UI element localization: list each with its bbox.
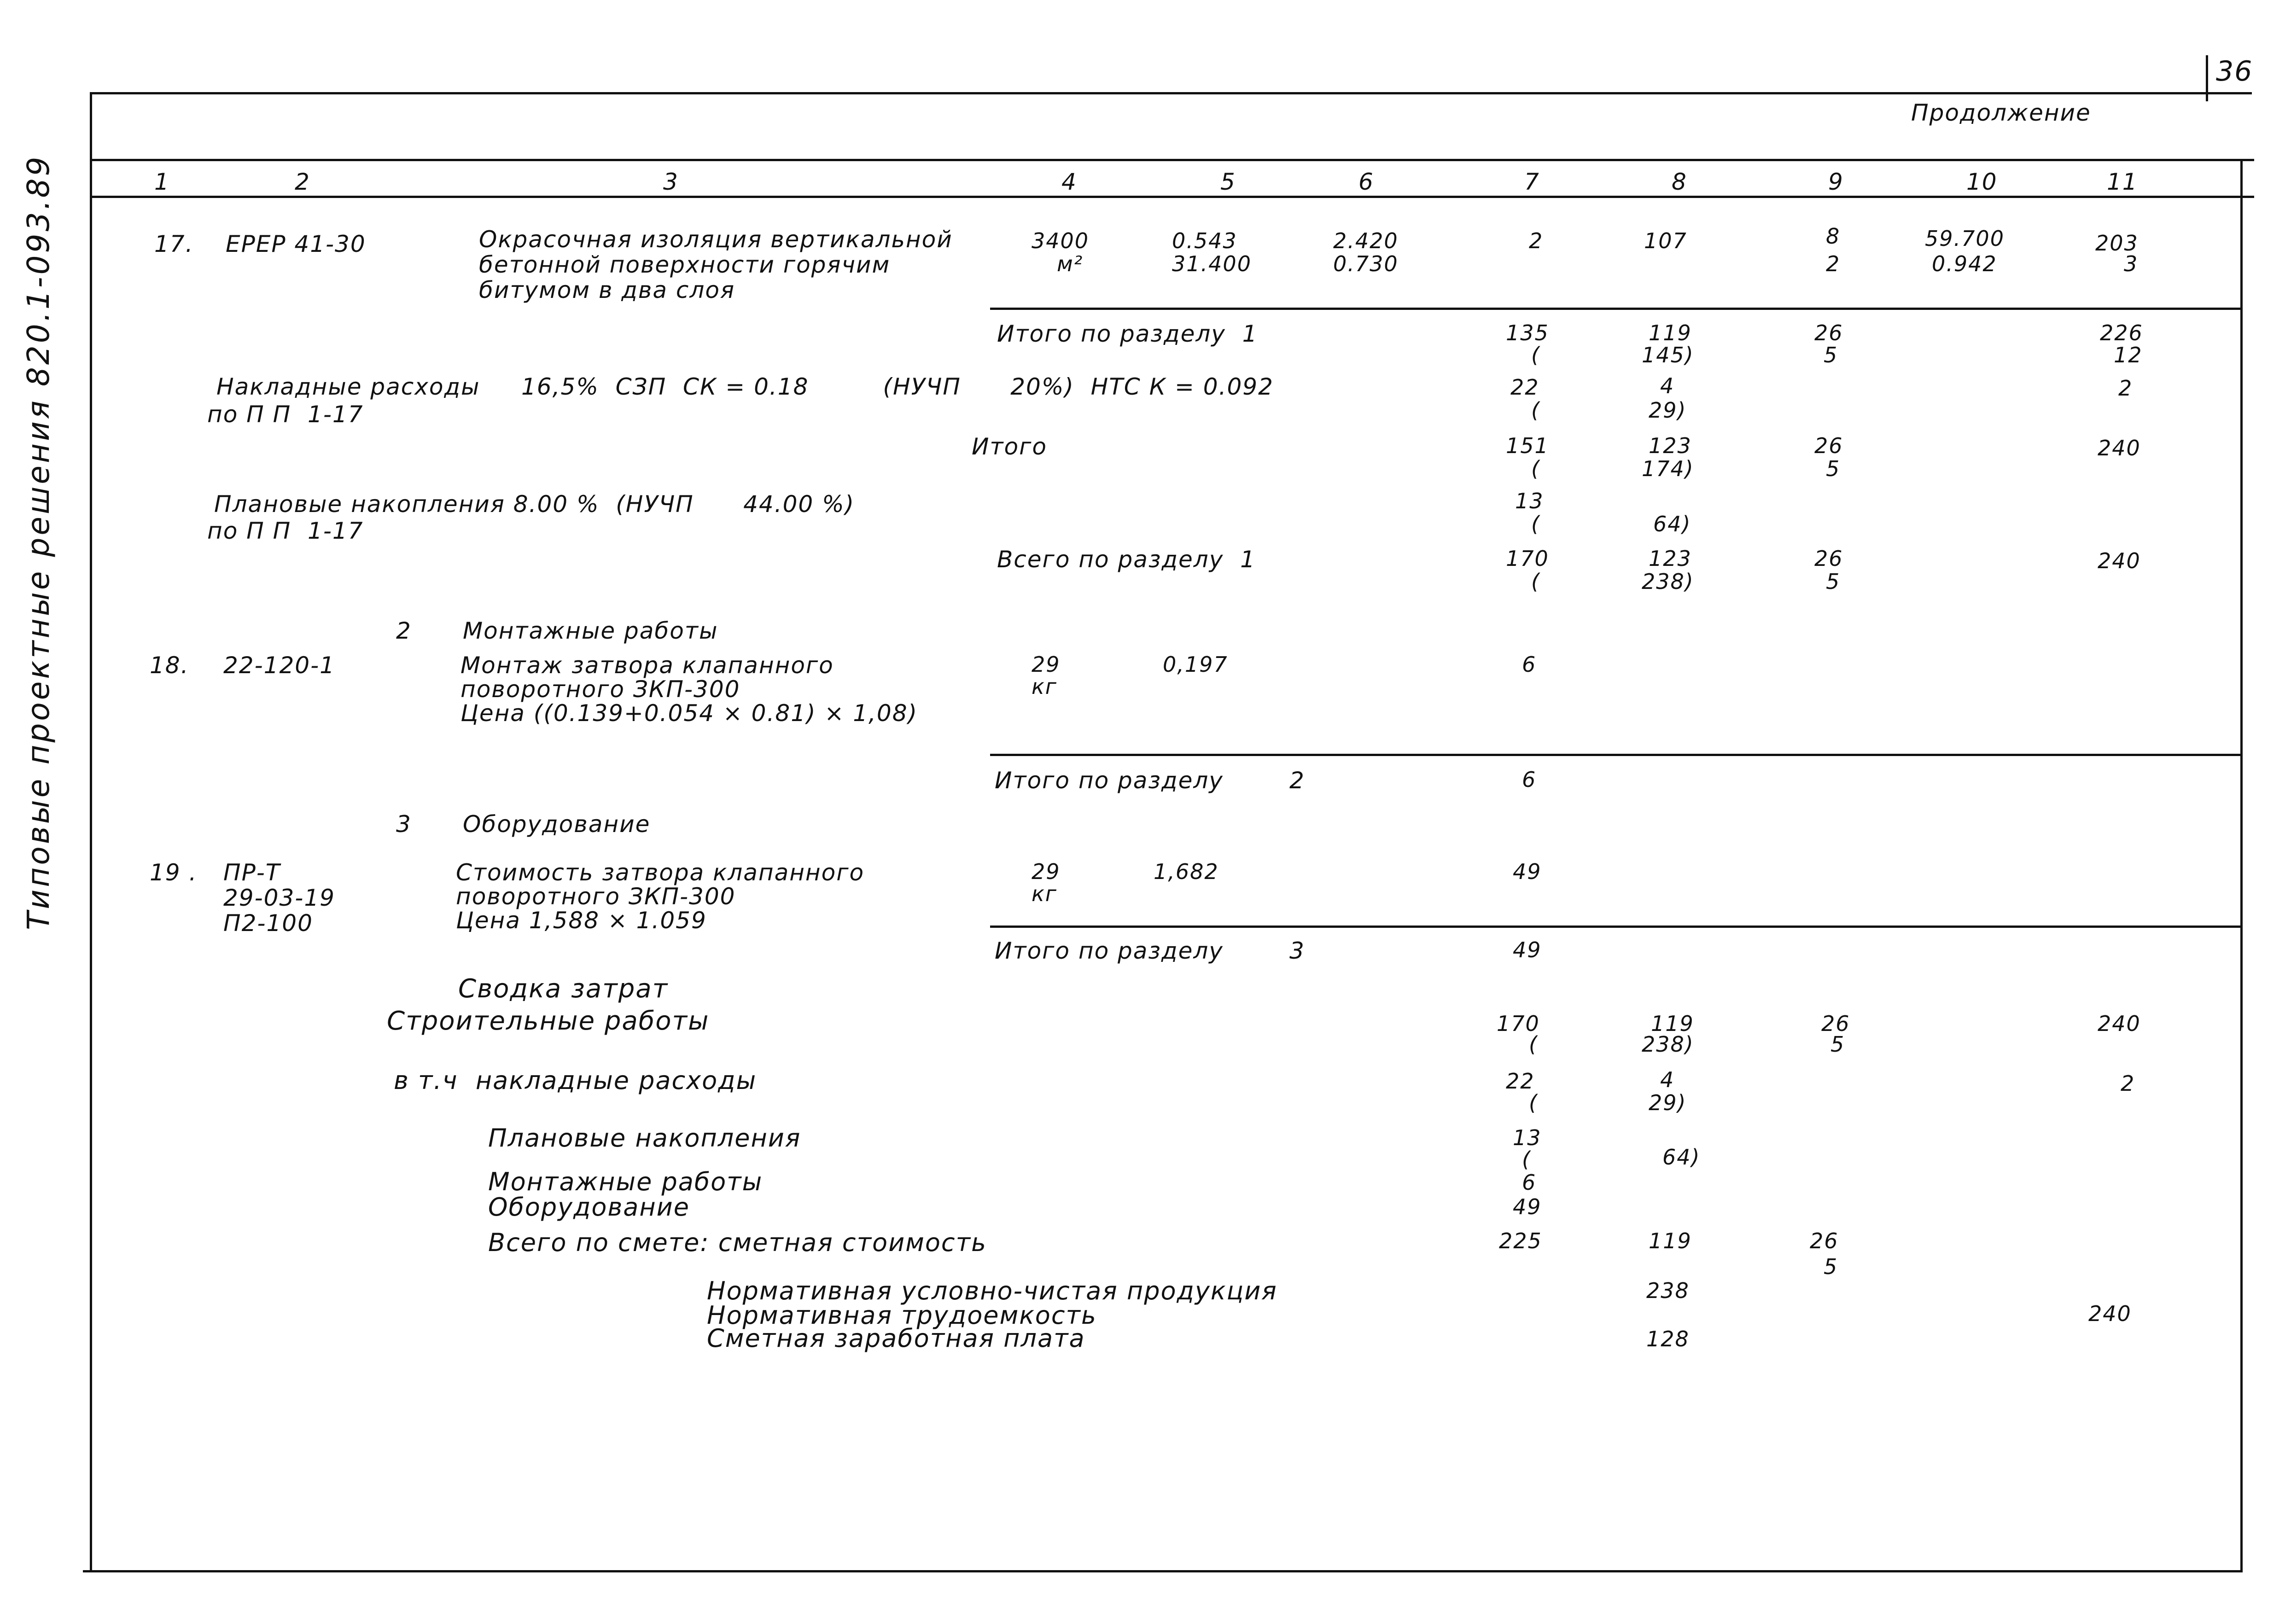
rate-code: П2-100	[223, 910, 313, 937]
col-num-4: 4	[1061, 169, 1077, 195]
unit: м²	[1057, 251, 1084, 276]
summary-label: Строительные работы	[387, 1006, 710, 1036]
summary-label: Монтажные работы	[488, 1167, 763, 1196]
col7-paren: (	[1531, 569, 1540, 594]
col8-value: 128	[1646, 1327, 1690, 1351]
section-number: 3	[396, 811, 412, 838]
col8-value-b: 64)	[1662, 1145, 1701, 1170]
col9-value-b: 5	[1824, 1254, 1838, 1279]
rate-code: ПР-Т	[223, 859, 281, 886]
col7-value: 6	[1522, 652, 1537, 677]
col8-value-b: 64)	[1653, 512, 1691, 536]
col7-value: 13	[1513, 1125, 1542, 1150]
col7-value: 49	[1513, 1194, 1542, 1219]
col9-value: 26	[1814, 320, 1843, 345]
col10-value: 59.700	[1925, 226, 2005, 251]
col7-value: 151	[1506, 433, 1549, 458]
work-description: бетонной поверхности горячим	[479, 251, 891, 278]
col8-value: 123	[1649, 433, 1692, 458]
col7-value: 2	[1529, 228, 1544, 253]
work-description: битумом в два слоя	[479, 277, 735, 303]
col8-value: 4	[1660, 1067, 1675, 1092]
planned-savings-basis: по П П 1-17	[207, 518, 364, 544]
col7-value: 49	[1513, 937, 1542, 962]
col9-value-b: 5	[1830, 1032, 1845, 1057]
col9-value: 26	[1814, 546, 1843, 571]
col6-value: 2.420	[1333, 228, 1399, 253]
col9-value: 26	[1814, 433, 1843, 458]
col9-value: 8	[1826, 224, 1841, 249]
col7-value: 135	[1506, 320, 1549, 345]
price-formula: Цена ((0.139+0.054 × 0.81) × 1,08)	[461, 700, 918, 727]
col5-value: 0.543	[1172, 228, 1237, 253]
col7-paren: (	[1531, 512, 1540, 536]
col11-value: 203	[2095, 231, 2139, 256]
col7-value: 170	[1506, 546, 1549, 571]
col9-value: 26	[1810, 1228, 1839, 1253]
col-num-1: 1	[154, 169, 170, 195]
frame-top	[90, 92, 2252, 94]
col6-value-b: 0.730	[1333, 251, 1399, 276]
summary-label: Всего по смете: сметная стоимость	[488, 1228, 987, 1257]
col11-value: 240	[2098, 436, 2141, 460]
section-title: Монтажные работы	[463, 617, 718, 644]
col8-value: 119	[1649, 1228, 1692, 1253]
col8-value: 238	[1646, 1278, 1690, 1303]
col7-value: 225	[1499, 1228, 1542, 1253]
rate-code: ЕРЕР 41-30	[226, 231, 366, 257]
col7-value: 22	[1510, 375, 1539, 400]
col9-value-b: 5	[1826, 569, 1841, 594]
summary-label: в т.ч накладные расходы	[394, 1066, 757, 1095]
summary-title: Сводка затрат	[458, 974, 669, 1004]
col7-paren: (	[1531, 398, 1540, 423]
col-num-7: 7	[1524, 169, 1540, 195]
col-num-3: 3	[663, 169, 679, 195]
work-description: поворотного ЗКП-300	[461, 676, 740, 703]
col11-value: 240	[2098, 1011, 2141, 1036]
col7-value: 6	[1522, 767, 1537, 792]
col8-value: 4	[1660, 373, 1675, 398]
continuation-label: Продолжение	[1911, 99, 2091, 126]
work-description: Окрасочная изоляция вертикальной	[479, 226, 953, 253]
frame-right	[2240, 159, 2243, 1572]
summary-label: Нормативная трудоемкость	[707, 1301, 1097, 1330]
col8-value-b: 174)	[1642, 456, 1694, 481]
section-title: Оборудование	[463, 811, 651, 838]
col-num-11: 11	[2107, 169, 2138, 195]
grand-total-label: Всего по разделу 1	[997, 546, 1256, 573]
col7-value: 6	[1522, 1170, 1537, 1195]
col8-value: 123	[1649, 546, 1692, 571]
col-num-6: 6	[1358, 169, 1374, 195]
section1-total-line	[990, 308, 2243, 310]
col9-value-b: 2	[1826, 251, 1841, 276]
work-description: поворотного ЗКП-300	[456, 883, 736, 910]
col8-value-b: 238)	[1642, 1032, 1694, 1057]
quantity: 3400	[1032, 228, 1090, 253]
col11-value: 226	[2100, 320, 2143, 345]
col7-paren: (	[1529, 1032, 1538, 1057]
header-line-bottom	[90, 196, 2254, 198]
col-num-2: 2	[295, 169, 310, 195]
col10-value-b: 0.942	[1932, 251, 1997, 276]
frame-bottom	[83, 1570, 2243, 1572]
col8-value-b: 29)	[1649, 398, 1687, 423]
subtotal-label: Итого по разделу 1	[997, 320, 1258, 347]
row-number: 18.	[150, 652, 189, 679]
summary-label: Нормативная условно-чистая продукция	[707, 1276, 1277, 1305]
col7-paren: (	[1531, 343, 1540, 367]
col-num-9: 9	[1828, 169, 1844, 195]
col7-value: 22	[1506, 1069, 1535, 1094]
col7-value: 13	[1515, 489, 1544, 513]
col7-paren: (	[1522, 1147, 1531, 1172]
overhead-basis: по П П 1-17	[207, 401, 364, 428]
frame-left	[90, 92, 92, 1572]
col8-value-b: 145)	[1642, 343, 1694, 367]
col11-value-b: 12	[2114, 343, 2143, 367]
col11-value: 240	[2088, 1301, 2132, 1326]
quantity: 29	[1032, 859, 1061, 884]
work-description: Монтаж затвора клапанного	[461, 652, 834, 679]
row-number: 19 .	[150, 859, 198, 886]
planned-savings-label: Плановые накопления 8.00 % (НУЧП 44.00 %)	[214, 491, 855, 518]
col-num-10: 10	[1966, 169, 1998, 195]
col7-paren: (	[1529, 1090, 1538, 1115]
col8-value-b: 238)	[1642, 569, 1694, 594]
col5-value: 0,197	[1163, 652, 1228, 677]
col8-value: 119	[1649, 320, 1692, 345]
col9-value-b: 5	[1824, 343, 1838, 367]
subtotal-label: Итого по разделу 3	[995, 937, 1305, 964]
col8-value: 119	[1651, 1011, 1694, 1036]
header-line-top	[90, 159, 2254, 161]
summary-label: Плановые накопления	[488, 1123, 801, 1153]
col9-value-b: 5	[1826, 456, 1841, 481]
price-formula: Цена 1,588 × 1.059	[456, 907, 707, 934]
summary-label: Оборудование	[488, 1193, 690, 1222]
work-description: Стоимость затвора клапанного	[456, 859, 865, 886]
col11-value: 2	[2118, 376, 2133, 401]
col11-value: 2	[2121, 1071, 2135, 1096]
col5-value-b: 31.400	[1172, 251, 1252, 276]
col8-value-b: 29)	[1649, 1090, 1687, 1115]
col11-value: 240	[2098, 548, 2141, 573]
section2-total-line	[990, 754, 2243, 756]
quantity: 29	[1032, 652, 1061, 677]
col-num-5: 5	[1220, 169, 1236, 195]
section3-total-line	[990, 926, 2243, 928]
overhead-label: Накладные расходы 16,5% СЗП СК = 0.18 (НУЧП 20%) НТС К = 0.092	[216, 373, 1274, 400]
page-number: 36	[2216, 55, 2253, 87]
side-title: Типовые проектные решения 820.1-093.89	[21, 154, 56, 930]
rate-code: 22-120-1	[223, 652, 335, 679]
subtotal-label: Итого по разделу 2	[995, 767, 1305, 794]
section-number: 2	[396, 617, 412, 644]
col7-paren: (	[1531, 456, 1540, 481]
col-num-8: 8	[1672, 169, 1687, 195]
total-label: Итого	[972, 433, 1047, 460]
page-number-divider	[2206, 55, 2208, 101]
col9-value: 26	[1821, 1011, 1850, 1036]
row-number: 17.	[154, 231, 194, 257]
summary-label: Сметная заработная плата	[707, 1324, 1085, 1353]
col11-value-b: 3	[2124, 251, 2139, 276]
unit: кг	[1032, 881, 1057, 906]
rate-code: 29-03-19	[223, 885, 335, 911]
col8-value: 107	[1644, 228, 1687, 253]
col5-value: 1,682	[1154, 859, 1219, 884]
col7-value: 170	[1497, 1011, 1540, 1036]
col7-value: 49	[1513, 859, 1542, 884]
unit: кг	[1032, 674, 1057, 699]
